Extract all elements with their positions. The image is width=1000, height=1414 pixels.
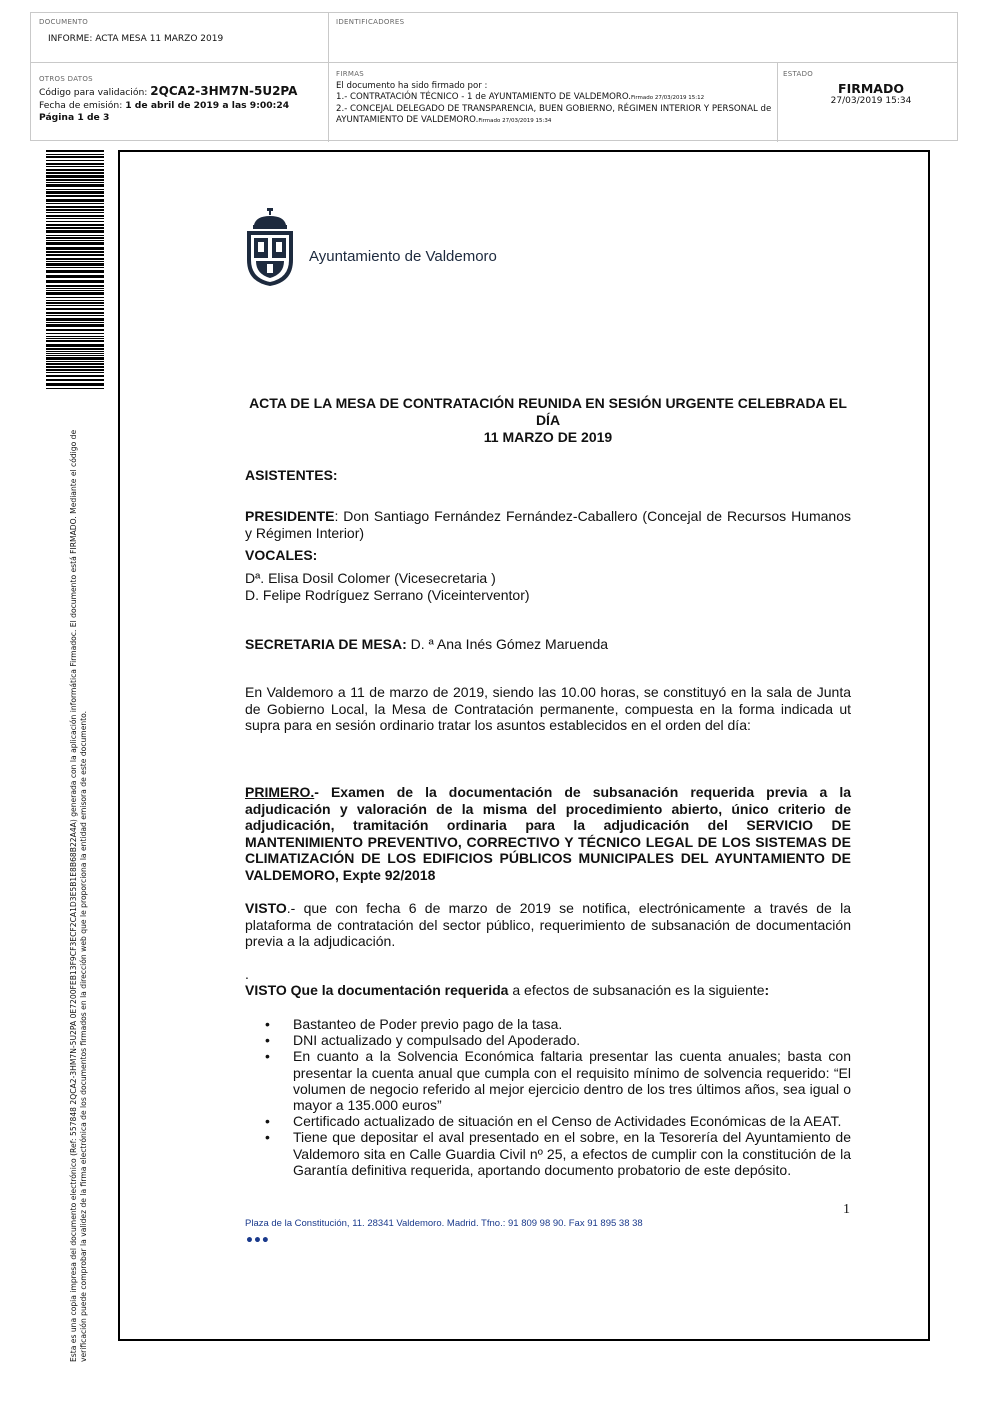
barcode-bar bbox=[46, 357, 104, 360]
barcode-bar bbox=[46, 169, 104, 171]
acta-title-line-1: ACTA DE LA MESA DE CONTRATACIÓN REUNIDA EN SESIÓN URGENTE CELEBRADA EL DÍA bbox=[249, 395, 847, 428]
barcode-bar bbox=[46, 366, 104, 368]
asistentes-heading: ASISTENTES: bbox=[245, 467, 338, 483]
barcode-bar bbox=[46, 361, 104, 362]
barcode-bar bbox=[46, 270, 104, 273]
page-indicator: Página 1 de 3 bbox=[39, 112, 110, 123]
vocales-list bbox=[245, 570, 851, 603]
barcode-bar bbox=[46, 308, 104, 310]
barcode-bar bbox=[46, 372, 104, 373]
dot-separator: . bbox=[245, 966, 249, 982]
barcode-bar bbox=[46, 315, 104, 316]
barcode-bar bbox=[46, 355, 104, 356]
primero-paragraph bbox=[245, 784, 851, 883]
barcode-bar bbox=[46, 305, 104, 306]
firma-1-text: 1.- CONTRATACIÓN TÉCNICO - 1 de AYUNTAMIENTO DE VALDEMORO. bbox=[336, 92, 632, 102]
estado-label: ESTADO bbox=[783, 70, 814, 78]
barcode-bar bbox=[46, 212, 104, 213]
barcode-bar bbox=[46, 172, 104, 174]
presidente-text: : Don Santiago Fernández Fernández-Caballero (Concejal de Recursos Humanos y Régimen Interior) bbox=[245, 508, 851, 541]
barcode-bar bbox=[46, 160, 104, 161]
barcode-bar bbox=[46, 154, 104, 155]
barcode-bar bbox=[46, 199, 104, 202]
visto-2-paragraph bbox=[245, 982, 851, 999]
barcode-bar bbox=[46, 297, 104, 298]
otros-datos-label: OTROS DATOS bbox=[39, 75, 93, 83]
barcode-bar bbox=[46, 340, 104, 342]
visto-2-label: VISTO Que la documentación requerida bbox=[245, 982, 509, 998]
barcode-bar bbox=[46, 383, 104, 386]
firmas-list bbox=[336, 81, 778, 127]
barcode-bar bbox=[46, 189, 104, 190]
secretaria-label: SECRETARIA DE MESA: bbox=[245, 636, 407, 652]
barcode-bar bbox=[46, 318, 104, 321]
visto-2-colon: : bbox=[764, 982, 770, 998]
barcode-bar bbox=[46, 267, 104, 268]
firma-2-date: Firmado 27/03/2019 15:34 bbox=[478, 118, 552, 124]
informe-title bbox=[48, 34, 223, 44]
barcode-bar bbox=[46, 324, 104, 327]
identificadores-label: IDENTIFICADORES bbox=[336, 18, 405, 26]
list-item: • Tiene que depositar el aval presentado en el sobre, en la Tesorería del Ayuntamiento de Valdemoro sita en Calle Guardia Civil nº 25, a efectos de cumplir con la constitución de la Garantía definitiva requerida, aportando documento probatorio de este depósito. bbox=[245, 1129, 851, 1178]
barcode-bar bbox=[46, 182, 104, 183]
barcode-bar bbox=[46, 254, 104, 256]
barcode-bar bbox=[46, 275, 104, 278]
barcode-bar bbox=[46, 235, 104, 236]
barcode-bar bbox=[46, 348, 104, 350]
barcode-bar bbox=[46, 242, 104, 245]
barcode-bar bbox=[46, 191, 104, 194]
barcode-bar bbox=[46, 369, 104, 371]
documento-label: DOCUMENTO bbox=[39, 18, 89, 26]
barcode-bar bbox=[46, 302, 104, 304]
codigo-value: 2QCA2-3HM7N-5U2PA bbox=[150, 84, 298, 98]
barcode-bar bbox=[46, 218, 104, 219]
visto-1-paragraph bbox=[245, 900, 851, 950]
coat-of-arms-logo bbox=[244, 208, 296, 288]
documentation-list bbox=[245, 1016, 851, 1178]
acta-title-line-2: 11 MARZO DE 2019 bbox=[483, 429, 613, 445]
footer-dots: ••• bbox=[245, 1233, 269, 1249]
firma-1-date: Firmado 27/03/2019 15:12 bbox=[631, 95, 705, 101]
barcode-bar bbox=[46, 221, 104, 222]
verification-side-text bbox=[69, 417, 89, 1362]
presidente-paragraph bbox=[245, 508, 851, 541]
barcode-bar bbox=[46, 312, 104, 314]
barcode-bar bbox=[46, 247, 104, 250]
barcode-bar bbox=[46, 292, 104, 295]
barcode-bar bbox=[46, 175, 104, 178]
barcode-bar bbox=[46, 338, 104, 339]
barcode-bar bbox=[46, 288, 104, 289]
side-text-line-2: verificación puede comprobar la validez de la firma electrónica de los documentos firmados en la dirección web que le proporciona la entidad emisora de este documento. bbox=[79, 710, 88, 1362]
barcode-bar bbox=[46, 251, 104, 253]
barcode-bar bbox=[46, 280, 104, 283]
barcode-bar bbox=[46, 227, 104, 229]
firmas-intro: El documento ha sido firmado por : bbox=[336, 81, 488, 91]
barcode-bar bbox=[46, 206, 104, 208]
barcode-bar bbox=[46, 300, 104, 301]
barcode bbox=[46, 150, 104, 390]
barcode-bar bbox=[46, 379, 104, 381]
primero-text: - Examen de la documentación de subsanación requerida previa a la adjudicación y valoración de la misma del procedimiento abierto, único criterio de adjudicación, tramitación ordinaria para la adjudicación del SERVICIO DE MANTENIMIENTO PREVENTIVO, CORRECTIVO Y TÉCNICO LEGAL DE LOS SISTEMAS DE CLIMATIZACIÓN DE LOS EDIFICIOS PÚBLICOS MUNICIPALES DEL AYUNTAMIENTO DE VALDEMORO, Expte 92/2018 bbox=[245, 784, 851, 883]
barcode-bar bbox=[46, 329, 104, 331]
document-header bbox=[30, 12, 958, 141]
header-divider bbox=[31, 62, 957, 63]
estado-date: 27/03/2019 15:34 bbox=[830, 96, 912, 106]
barcode-bar bbox=[46, 215, 104, 217]
visto-2-text: a efectos de subsanación es la siguiente bbox=[508, 982, 765, 998]
secretaria-text: D. ª Ana Inés Gómez Maruenda bbox=[406, 636, 609, 652]
barcode-bar bbox=[46, 230, 104, 233]
emision-label: Fecha de emisión: bbox=[39, 99, 126, 111]
barcode-bar bbox=[46, 195, 104, 197]
barcode-bar bbox=[46, 336, 104, 337]
vocal-item: D. Felipe Rodríguez Serrano (Viceinterventor) bbox=[245, 586, 530, 603]
estado-value: FIRMADO bbox=[838, 81, 904, 96]
barcode-bar bbox=[46, 240, 104, 241]
barcode-bar bbox=[46, 344, 104, 347]
barcode-bar bbox=[46, 209, 104, 211]
header-divider bbox=[328, 13, 329, 142]
barcode-bar bbox=[46, 290, 104, 291]
barcode-bar bbox=[46, 258, 104, 260]
otros-datos bbox=[39, 85, 297, 125]
barcode-bar bbox=[46, 166, 104, 167]
visto-1-text: .- que con fecha 6 de marzo de 2019 se notifica, electrónicamente a través de la plataforma de contratación del sector público, requerimiento de subsanación de documentación previa a la adjudicación. bbox=[245, 900, 851, 949]
list-item: • Bastanteo de Poder previo pago de la tasa. bbox=[245, 1016, 851, 1032]
list-item: • DNI actualizado y compulsado del Apoderado. bbox=[245, 1032, 851, 1048]
barcode-bar bbox=[46, 237, 104, 239]
side-text-line-1: Esta es una copia impresa del documento electrónico (Ref: 557848 2QCA2-3HM7N-5U2PA 0E7200FEB13F9CF3ECF2CA1D3E5B1E8B68B22A4A) generada con la aplicación informática Firmadoc. El documento está FIRMADO. Mediante el código de bbox=[69, 429, 78, 1362]
list-item: • Certificado actualizado de situación en el Censo de Actividades Económicas de la AEAT. bbox=[245, 1113, 851, 1129]
logo-text: Ayuntamiento de Valdemoro bbox=[309, 248, 497, 265]
firmas-label: FIRMAS bbox=[336, 70, 365, 78]
informe-value: ACTA MESA 11 MARZO 2019 bbox=[95, 34, 224, 44]
barcode-bar bbox=[46, 388, 104, 389]
barcode-bar bbox=[46, 224, 104, 226]
vocal-item: Dª. Elisa Dosil Colomer (Vicesecretaria ) bbox=[245, 570, 496, 586]
barcode-bar bbox=[46, 150, 104, 152]
barcode-bar bbox=[46, 375, 104, 377]
barcode-bar bbox=[46, 322, 104, 323]
barcode-bar bbox=[46, 363, 104, 365]
barcode-bar bbox=[46, 285, 104, 287]
firma-2 bbox=[336, 104, 778, 127]
barcode-bar bbox=[46, 351, 104, 352]
barcode-bar bbox=[46, 333, 104, 334]
footer-address: Plaza de la Constitución, 11. 28341 Valdemoro. Madrid. Tfno.: 91 809 98 90. Fax 91 895 38 38 bbox=[245, 1218, 643, 1229]
list-item: • En cuanto a la Solvencia Económica faltaria presentar las cuenta anuales; basta con presentar la cuenta anual que cumpla con el requisito mínimo de solvencia requerido: “El volumen de negocio referido al mejor ejercicio dentro de los tres últimos años, sea igual o mayor a 135.000 euros” bbox=[245, 1048, 851, 1113]
presidente-label: PRESIDENTE bbox=[245, 508, 335, 524]
barcode-bar bbox=[46, 263, 104, 266]
visto-1-label: VISTO bbox=[245, 900, 287, 916]
intro-paragraph: En Valdemoro a 11 de marzo de 2019, siendo las 10.00 horas, se constituyó en la sala de Junta de Gobierno Local, la Mesa de Contratación permanente, compuesta en la forma indicada ut supra para en sesión ordinario tratar los asuntos establecidos en el orden del día: bbox=[245, 684, 851, 733]
barcode-bar bbox=[46, 203, 104, 204]
codigo-label: Código para validación: bbox=[39, 87, 151, 98]
barcode-bar bbox=[46, 156, 104, 158]
firma-1 bbox=[336, 92, 778, 104]
primero-label: PRIMERO. bbox=[245, 784, 315, 800]
emision-value: 1 de abril de 2019 a las 9:00:24 bbox=[125, 99, 290, 111]
secretaria-line bbox=[245, 636, 851, 653]
vocales-heading: VOCALES: bbox=[245, 547, 318, 563]
firma-2-text: 2.- CONCEJAL DELEGADO DE TRANSPARENCIA, BUEN GOBIERNO, RÉGIMEN INTERIOR Y PERSONAL de AYUNTAMIENTO DE VALDEMORO. bbox=[336, 104, 772, 125]
barcode-bar bbox=[46, 163, 104, 165]
page-number: 1 bbox=[843, 1202, 850, 1217]
informe-prefix: INFORME: bbox=[48, 34, 96, 44]
barcode-bar bbox=[46, 179, 104, 181]
acta-title bbox=[245, 395, 851, 446]
barcode-bar bbox=[46, 261, 104, 262]
barcode-bar bbox=[46, 353, 104, 354]
barcode-bar bbox=[46, 184, 104, 187]
